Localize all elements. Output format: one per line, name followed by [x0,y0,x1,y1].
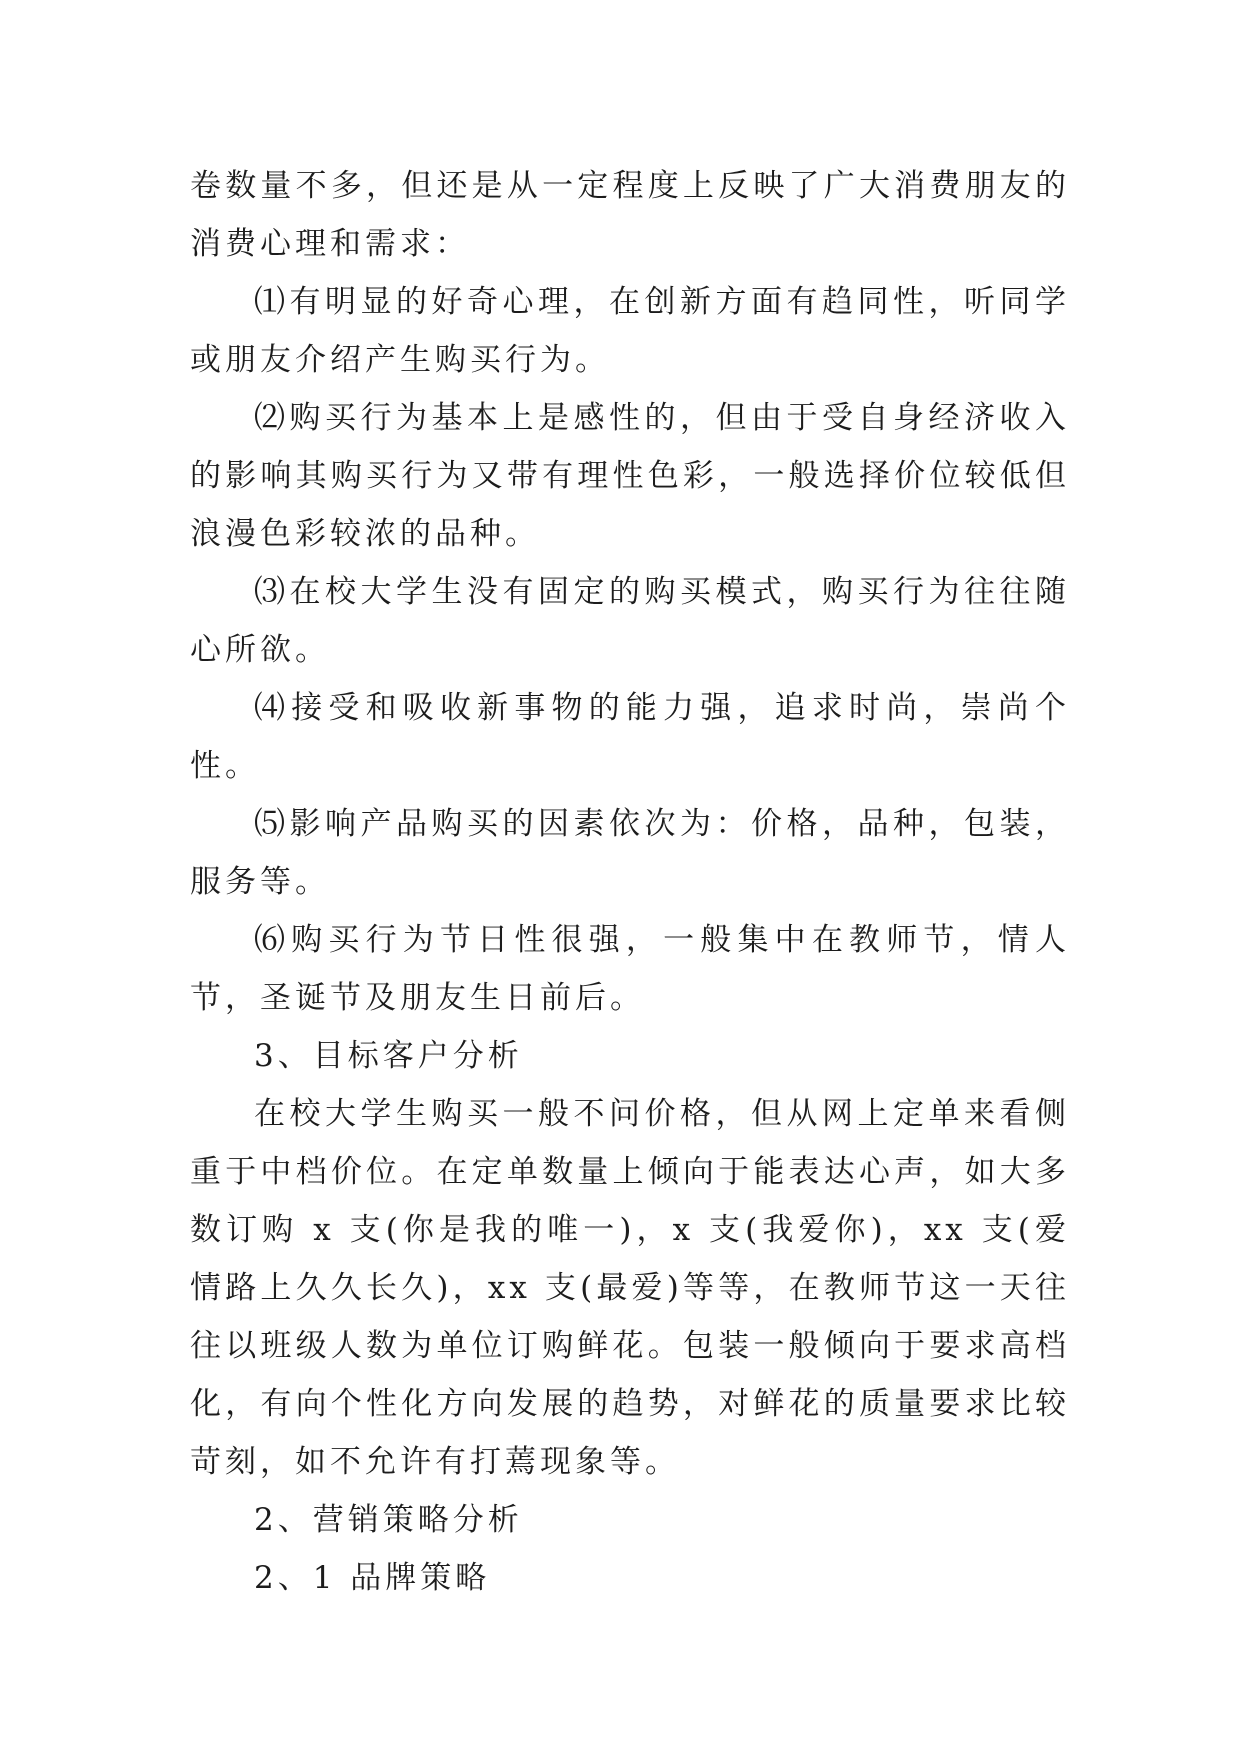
section-heading-target-customers: 3、目标客户分析 [254,1038,523,1074]
paragraph-continuation: 卷数量不多，但还是从一定程度上反映了广大消费朋友的消费心理和需求： [190,168,1070,262]
paragraph-target-customers: 在校大学生购买一般不问价格，但从网上定单来看侧重于中档价位。在定单数量上倾向于能表达心声，如大多数订购 x 支(你是我的唯一)，x 支(我爱你)，xx 支(爱情路上久久长久)，xx 支(最爱)等等，在教师节这一天往往以班级人数为单位订购鲜花。包装一般倾向于要求高档化，有向个性化方向发展的趋势，对鲜花的质量要求比较苛刻，如不允许有打蔫现象等。 [190,1096,1070,1480]
section-heading-marketing-strategy: 2、营销策略分析 [254,1502,523,1538]
list-item-6: ⑹购买行为节日性很强，一般集中在教师节，情人节，圣诞节及朋友生日前后。 [190,922,1070,1016]
list-item-4: ⑷接受和吸收新事物的能力强，追求时尚，崇尚个性。 [190,690,1070,784]
list-item-1: ⑴有明显的好奇心理，在创新方面有趋同性，听同学或朋友介绍产生购买行为。 [190,284,1070,378]
subsection-heading-brand-strategy: 2、1 品牌策略 [254,1560,491,1596]
document-body [190,157,1070,1607]
list-item-5: ⑸影响产品购买的因素依次为：价格，品种，包装，服务等。 [190,806,1070,900]
list-item-3: ⑶在校大学生没有固定的购买模式，购买行为往往随心所欲。 [190,574,1070,668]
list-item-2: ⑵购买行为基本上是感性的，但由于受自身经济收入的影响其购买行为又带有理性色彩，一般选择价位较低但浪漫色彩较浓的品种。 [190,400,1070,552]
